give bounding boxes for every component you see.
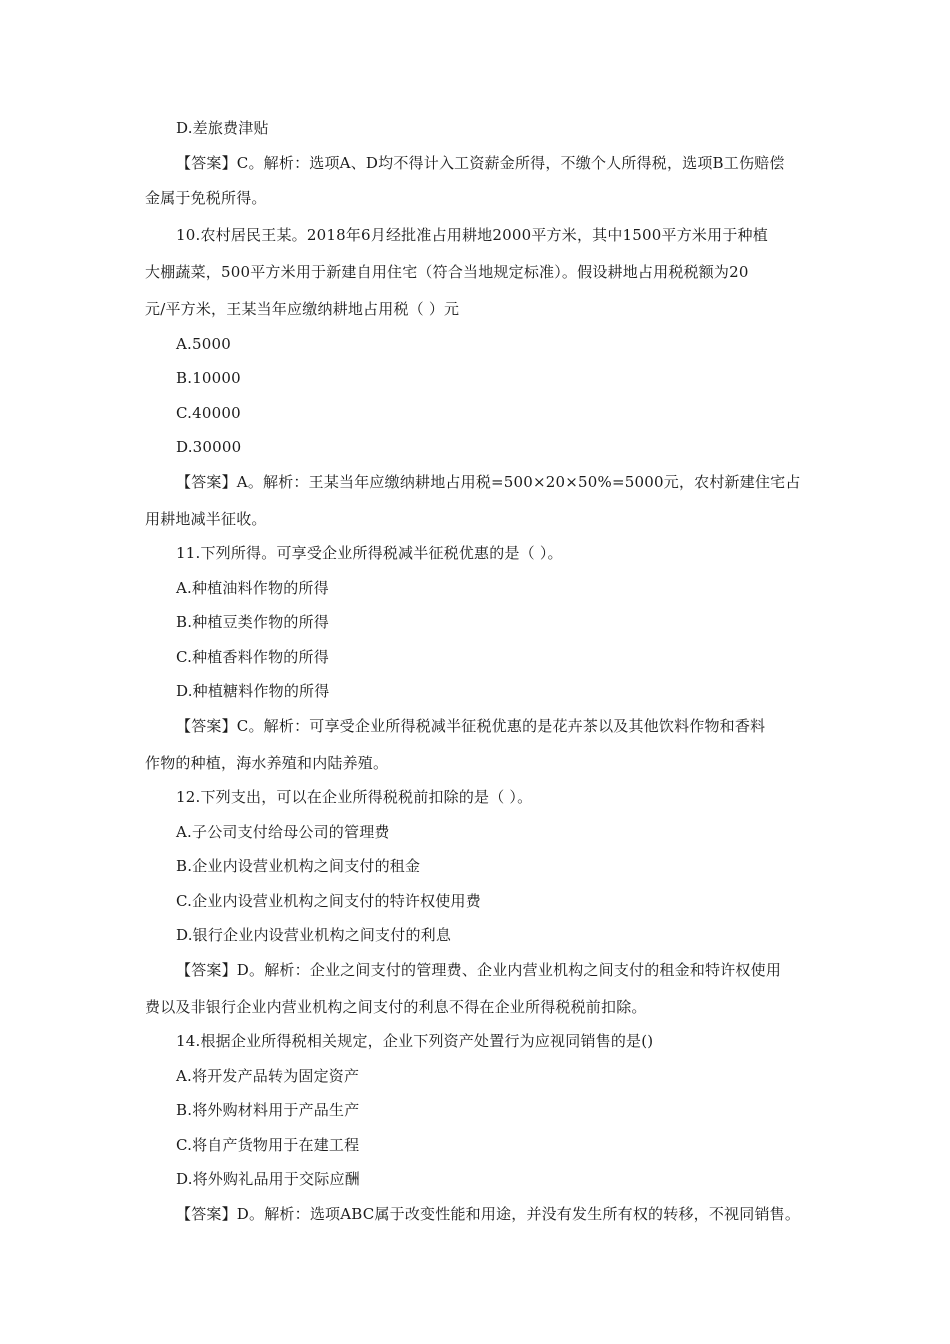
answer-9: 【答案】C。解析：选项A、D均不得计入工资薪金所得，不缴个人所得税，选项B工伤赔偿: [176, 154, 785, 172]
answer-12-continued: 费以及非银行企业内营业机构之间支付的利息不得在企业所得税税前扣除。: [145, 998, 647, 1016]
q14-option-c: C.将自产货物用于在建工程: [176, 1136, 360, 1154]
q14-option-a: A.将开发产品转为固定资产: [176, 1067, 360, 1085]
q11-option-d: D.种植糖料作物的所得: [176, 682, 330, 700]
question-10-line-2: 大棚蔬菜，500平方米用于新建自用住宅（符合当地规定标准）。假设耕地占用税税额为20: [145, 263, 749, 281]
q14-option-d: D.将外购礼品用于交际应酬: [176, 1170, 360, 1188]
answer-11: 【答案】C。解析：可享受企业所得税减半征税优惠的是花卉茶以及其他饮料作物和香料: [176, 717, 766, 735]
q11-option-c: C.种植香料作物的所得: [176, 648, 329, 666]
q14-option-b: B.将外购材料用于产品生产: [176, 1101, 360, 1119]
question-12: 12.下列支出，可以在企业所得税税前扣除的是（ ）。: [176, 788, 533, 806]
q12-option-d: D.银行企业内设营业机构之间支付的利息: [176, 926, 452, 944]
question-11: 11.下列所得。可享受企业所得税减半征税优惠的是（ ）。: [176, 544, 563, 562]
q12-option-c: C.企业内设营业机构之间支付的特许权使用费: [176, 892, 481, 910]
question-10-line-3: 元/平方米，王某当年应缴纳耕地占用税（ ）元: [145, 300, 460, 318]
q10-option-a: A.5000: [176, 335, 231, 353]
q10-option-b: B.10000: [176, 369, 241, 387]
answer-14: 【答案】D。解析：选项ABC属于改变性能和用途，并没有发生所有权的转移，不视同销售。: [176, 1205, 801, 1223]
q10-option-d: D.30000: [176, 438, 242, 456]
answer-9-continued: 金属于免税所得。: [145, 189, 267, 207]
q11-option-b: B.种植豆类作物的所得: [176, 613, 329, 631]
q12-option-b: B.企业内设营业机构之间支付的租金: [176, 857, 421, 875]
q12-option-a: A.子公司支付给母公司的管理费: [176, 823, 390, 841]
q11-option-a: A.种植油料作物的所得: [176, 579, 329, 597]
answer-10-continued: 用耕地减半征收。: [145, 510, 267, 528]
answer-12: 【答案】D。解析：企业之间支付的管理费、企业内营业机构之间支付的租金和特许权使用: [176, 961, 782, 979]
question-14: 14.根据企业所得税相关规定，企业下列资产处置行为应视同销售的是(): [176, 1032, 654, 1050]
q10-option-c: C.40000: [176, 404, 241, 422]
question-10: 10.农村居民王某。2018年6月经批准占用耕地2000平方米，其中1500平方米用于种植: [176, 226, 768, 244]
answer-10: 【答案】A。解析：王某当年应缴纳耕地占用税=500×20×50%=5000元，农村新建住宅占: [176, 473, 801, 491]
answer-11-continued: 作物的种植，海水养殖和内陆养殖。: [145, 754, 389, 772]
option-d-travel-allowance: D.差旅费津贴: [176, 119, 269, 137]
